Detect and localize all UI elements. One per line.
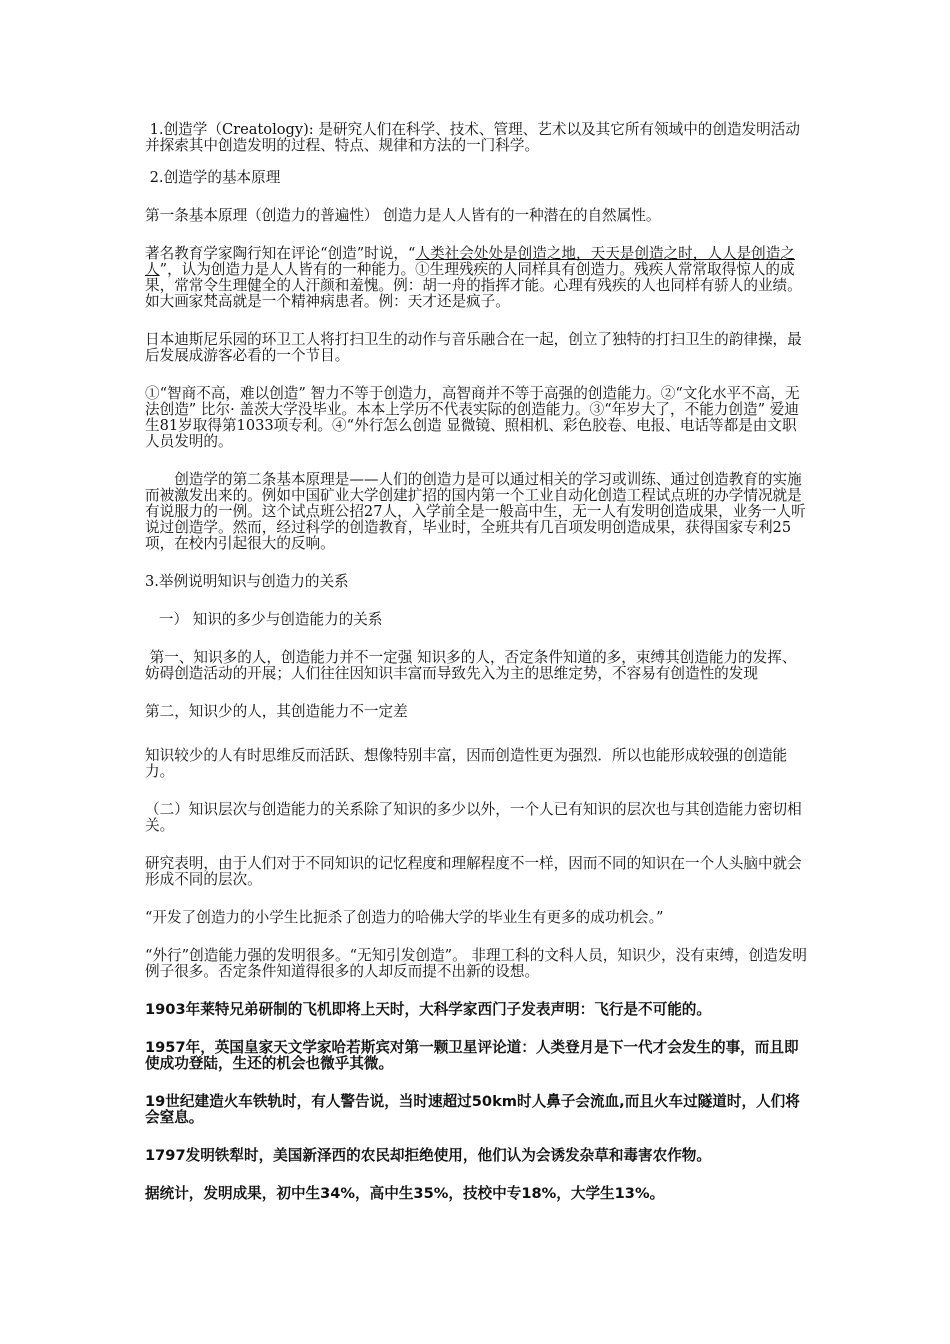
myths-paragraph: ①“智商不高，难以创造” 智力不等于创造力，高智商并不等于高强的创造能力。②“文化水平不高，无法创造” 比尔· 盖茨大学没毕业。本本上学历不代表实际的创造能力。③“年岁大了，不能力创造” 爱迪生81岁取得第1033项专利。④“外行怎么创造 显微镜、照相机、彩色胶卷、电报、电话等都是由文职人员发明的。 xyxy=(145,385,800,450)
iron-plow-paragraph: 1797发明铁犁时，美国新泽西的农民却拒绝使用，他们认为会诱发杂草和毒害农作物。 xyxy=(145,1147,711,1164)
tao-xingzhi-paragraph xyxy=(145,246,810,310)
first-principle-paragraph: 第一条基本原理（创造力的普遍性） 创造力是人人皆有的一种潜在的自然属性。 xyxy=(145,207,661,224)
tao-underlined-quote: 人类社会处处是创造之地，天天是创造之时，人人是创造之人 xyxy=(145,245,795,278)
wright-brothers-paragraph: 1903年莱特兄弟研制的飞机即将上天时，大科学家西门子发表声明：飞行是不可能的。 xyxy=(145,1001,711,1018)
more-knowledge-paragraph xyxy=(145,650,810,682)
definition-text: 1.创造学（Creatology): 是研究人们在科学、技术、管理、艺术以及其它所有领域中的创造发明活动并探索其中创造发明的过程、特点、规律和方法的一门科学。 xyxy=(145,121,800,154)
section-heading-knowledge: 3.举例说明知识与创造力的关系 xyxy=(145,573,349,590)
disney-paragraph: 日本迪斯尼乐园的环卫工人将打扫卫生的动作与音乐融合在一起，创立了独特的打扫卫生的韵律操，最后发展成游客必看的一个节目。 xyxy=(145,331,802,364)
tao-rest-text: ”，认为创造力是人人皆有的一种能力。①生理残疾的人同样具有创造力。残疾人常常取得惊人的成果，常常令生理健全的人汗颜和羞愧。例：胡一舟的指挥才能。心理有残疾的人也同样有骄人的业绩。如大画家梵高就是一个精神病患者。例：天才还是疯子。 xyxy=(145,261,802,310)
subheading-knowledge-amount xyxy=(145,612,810,628)
railway-paragraph: 19世纪建造火车铁轨时，有人警告说，当时速超过50km时人鼻子会流血,而且火车过隧道时，人们将会窒息。 xyxy=(145,1093,800,1126)
satellite-paragraph: 1957年，英国皇家天文学家哈若斯宾对第一颗卫星评论道：人类登月是下一代才会发生的事，而且即使成功登陆，生还的机会也微乎其微。 xyxy=(145,1039,799,1072)
harvard-quote-paragraph: “开发了创造力的小学生比扼杀了创造力的哈佛大学的毕业生有更多的成功机会。” xyxy=(145,909,664,926)
knowledge-level-paragraph: （二）知识层次与创造能力的关系除了知识的多少以外，一个人已有知识的层次也与其创造能力密切相关。 xyxy=(145,801,802,834)
document-page xyxy=(145,122,810,1224)
statistics-paragraph: 据统计，发明成果，初中生34%，高中生35%，技校中专18%，大学生13%。 xyxy=(145,1185,665,1202)
tao-intro-text: 著名教育学家陶行知在评论“创造”时说，“ xyxy=(145,245,416,262)
definition-paragraph xyxy=(145,122,810,154)
outsider-paragraph: “外行”创造能力强的发明很多。“无知引发创造”。 非理工科的文科人员，知识少，没有束缚，创造发明例子很多。否定条件知道得很多的人却反而提不出新的设想。 xyxy=(145,947,808,980)
more-knowledge-text: 第一、知识多的人，创造能力并不一定强 知识多的人，否定条件知道的多，束缚其创造能力的发挥、妨碍创造活动的开展；人们往往因知识丰富而导致先入为主的思维定势，不容易有创造性的发现 xyxy=(145,649,797,682)
less-knowledge-heading: 第二，知识少的人，其创造能力不一定差 xyxy=(145,703,408,720)
subheading-knowledge-amount-text: 一） 知识的多少与创造能力的关系 xyxy=(158,611,383,628)
second-principle-paragraph xyxy=(145,472,810,552)
second-principle-text: 创造学的第二条基本原理是——人们的创造力是可以通过相关的学习或训练、通过创造教育的实施而被激发出来的。例如中国矿业大学创建扩招的国内第一个工业自动化创造工程试点班的办学情况就是有说服力的一例。这个试点班公招27人，入学前全是一般高中生，无一人有发明创造成果，业务一人听说过创造学。然而，经过科学的创造教育，毕业时，全班共有几百项发明创造成果，获得国家专利25项，在校内引起很大的反响。 xyxy=(145,471,806,552)
section-heading-principles xyxy=(145,170,810,186)
research-paragraph: 研究表明，由于人们对于不同知识的记忆程度和理解程度不一样，因而不同的知识在一个人头脑中就会形成不同的层次。 xyxy=(145,855,802,888)
principles-heading-text: 2.创造学的基本原理 xyxy=(149,169,281,186)
less-knowledge-paragraph: 知识较少的人有时思维反而活跃、想像特别丰富，因而创造性更为强烈．所以也能形成较强的创造能力。 xyxy=(145,747,788,780)
